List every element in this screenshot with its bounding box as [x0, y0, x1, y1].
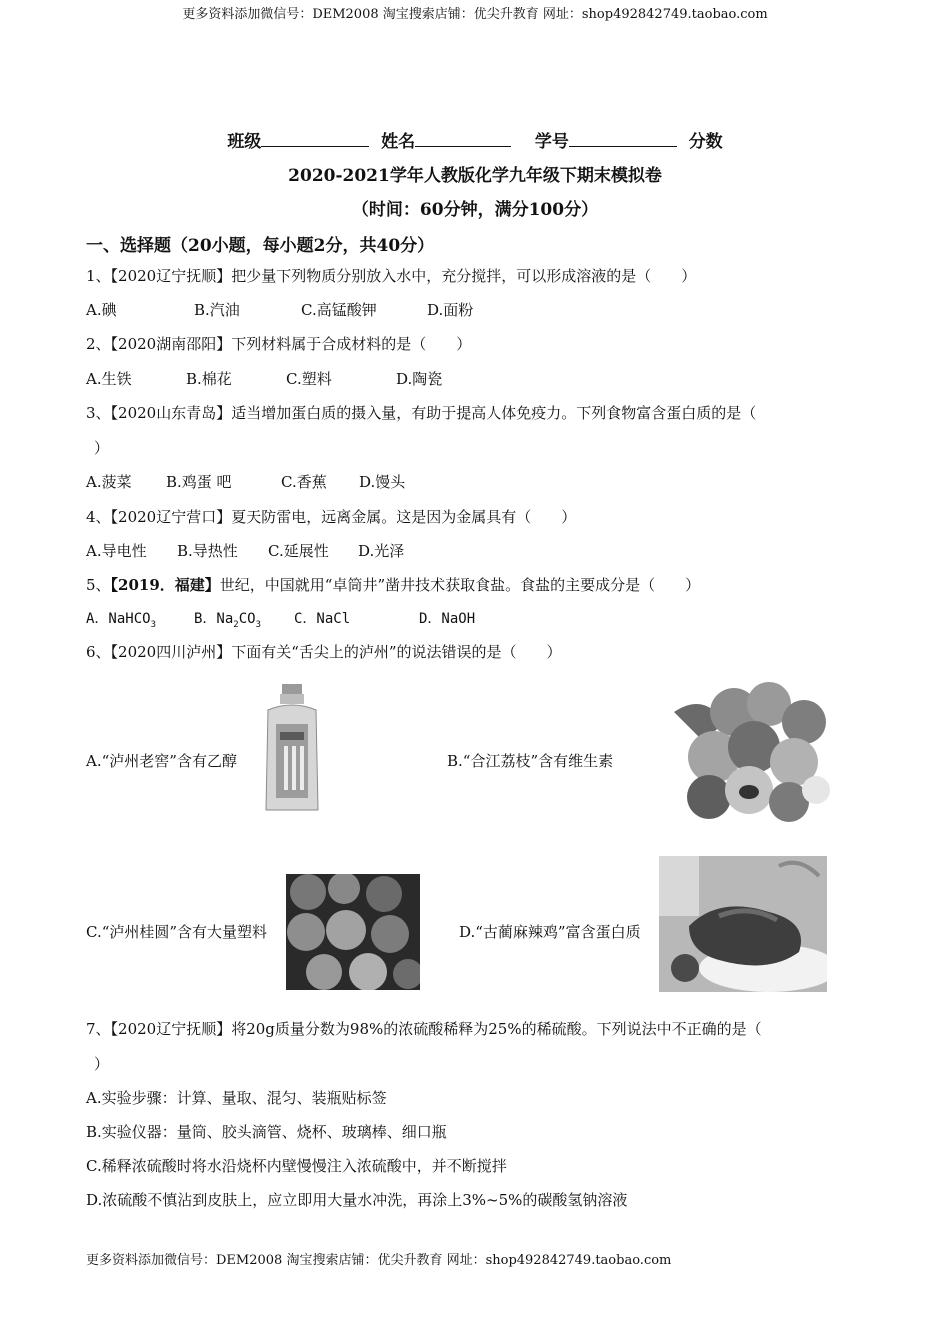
option-a: A.菠菜: [86, 473, 132, 491]
option-b: B.汽油: [194, 301, 240, 319]
option-c: C.延展性: [268, 542, 329, 560]
option-a: A．NaHCO$_3$: [86, 611, 156, 630]
class-label: 班级: [227, 132, 262, 152]
question-number: 5、: [86, 576, 111, 594]
option-c: C.高锰酸钾: [301, 301, 377, 319]
spicy-chicken-image: [659, 856, 827, 992]
footer-note: 更多资料添加微信号：DEM2008 淘宝搜索店铺：优尖升教育 网址：shop492842749.taobao.com: [86, 1253, 672, 1268]
option-b: B.棉花: [186, 370, 232, 388]
question-7-option-b: B.实验仪器：量筒、胶头滴管、烧杯、玻璃棒、细口瓶: [86, 1123, 447, 1141]
option-c: C．NaCl: [294, 611, 351, 627]
score-label: 分数: [688, 132, 723, 152]
lychee-image: [664, 672, 834, 822]
option-d: D.馒头: [359, 473, 406, 491]
number-label: 学号: [534, 132, 569, 152]
option-a: A.生铁: [86, 370, 132, 388]
question-7-option-a: A.实验步骤：计算、量取、混匀、装瓶贴标签: [86, 1089, 387, 1107]
option-a: A.导电性: [86, 542, 147, 560]
question-1-options: [86, 299, 473, 320]
option-b: B.鸡蛋 吧: [166, 473, 232, 491]
option-d: D．NaOH: [419, 611, 476, 627]
header-note: 更多资料添加微信号：DEM2008 淘宝搜索店铺：优尖升教育 网址：shop492842749.taobao.com: [182, 7, 768, 22]
question-2-options: [86, 368, 442, 389]
question-7-stem: 7、【2020辽宁抚顺】将20g质量分数为98%的浓硫酸稀释为25%的稀硫酸。下列说法中不正确的是（: [86, 1020, 762, 1038]
option-d: D.陶瓷: [396, 370, 443, 388]
longan-image: [286, 874, 420, 990]
question-5-stem: [86, 574, 700, 595]
question-6-option-d: D.“古蔺麻辣鸡”富含蛋白质: [459, 923, 641, 941]
question-6-option-b: B.“合江荔枝”含有维生素: [447, 752, 614, 770]
question-7-option-d: D.浓硫酸不慎沾到皮肤上，应立即用大量水冲洗，再涂上3%~5%的碳酸氢钠溶液: [86, 1191, 628, 1209]
question-text: 世纪，中国就用“卓筒井”凿井技术获取食盐。食盐的主要成分是（ ）: [219, 576, 701, 594]
question-7-option-c: C.稀释浓硫酸时将水沿烧杯内壁慢慢注入浓硫酸中，并不断搅拌: [86, 1157, 507, 1175]
question-1-stem: 1、【2020辽宁抚顺】把少量下列物质分别放入水中，充分搅拌，可以形成溶液的是（ ）: [86, 267, 697, 285]
question-3-options: [86, 471, 405, 492]
option-b: B．$Na_2CO_3$: [194, 611, 261, 630]
info-fields: [0, 127, 950, 152]
option-a: A.碘: [86, 301, 117, 319]
question-2-stem: 2、【2020湖南邵阳】下列材料属于合成材料的是（ ）: [86, 335, 472, 353]
question-7-stem-cont: ）: [94, 1055, 110, 1073]
exam-title: 2020-2021学年人教版化学九年级下期末模拟卷: [288, 166, 662, 186]
section-title: 一、选择题（20小题，每小题2分，共40分）: [86, 236, 435, 256]
name-blank: [415, 130, 511, 147]
question-3-stem: 3、【2020山东青岛】适当增加蛋白质的摄入量，有助于提高人体免疫力。下列食物富含蛋白质的是（: [86, 404, 757, 422]
exam-time: （时间：60分钟，满分100分）: [351, 200, 599, 220]
question-source: 【2019．福建】: [110, 576, 220, 594]
question-4-stem: 4、【2020辽宁营口】夏天防雷电，远离金属。这是因为金属具有（ ）: [86, 508, 577, 526]
option-c: C.香蕉: [281, 473, 327, 491]
option-c: C.塑料: [286, 370, 332, 388]
question-5-options: [86, 608, 475, 630]
question-6-option-a: A.“泸州老窖”含有乙醇: [86, 752, 237, 770]
number-blank: [569, 130, 677, 147]
question-3-stem-cont: ）: [94, 439, 110, 457]
option-d: D.面粉: [427, 301, 474, 319]
question-6-stem: 6、【2020四川泸州】下面有关“舌尖上的泸州”的说法错误的是（ ）: [86, 643, 562, 661]
liquor-bottle-image: [262, 684, 322, 814]
option-d: D.光泽: [358, 542, 405, 560]
class-blank: [261, 130, 369, 147]
option-b: B.导热性: [177, 542, 238, 560]
name-label: 姓名: [381, 132, 416, 152]
question-4-options: [86, 540, 404, 561]
question-6-option-c: C.“泸州桂圆”含有大量塑料: [86, 923, 268, 941]
